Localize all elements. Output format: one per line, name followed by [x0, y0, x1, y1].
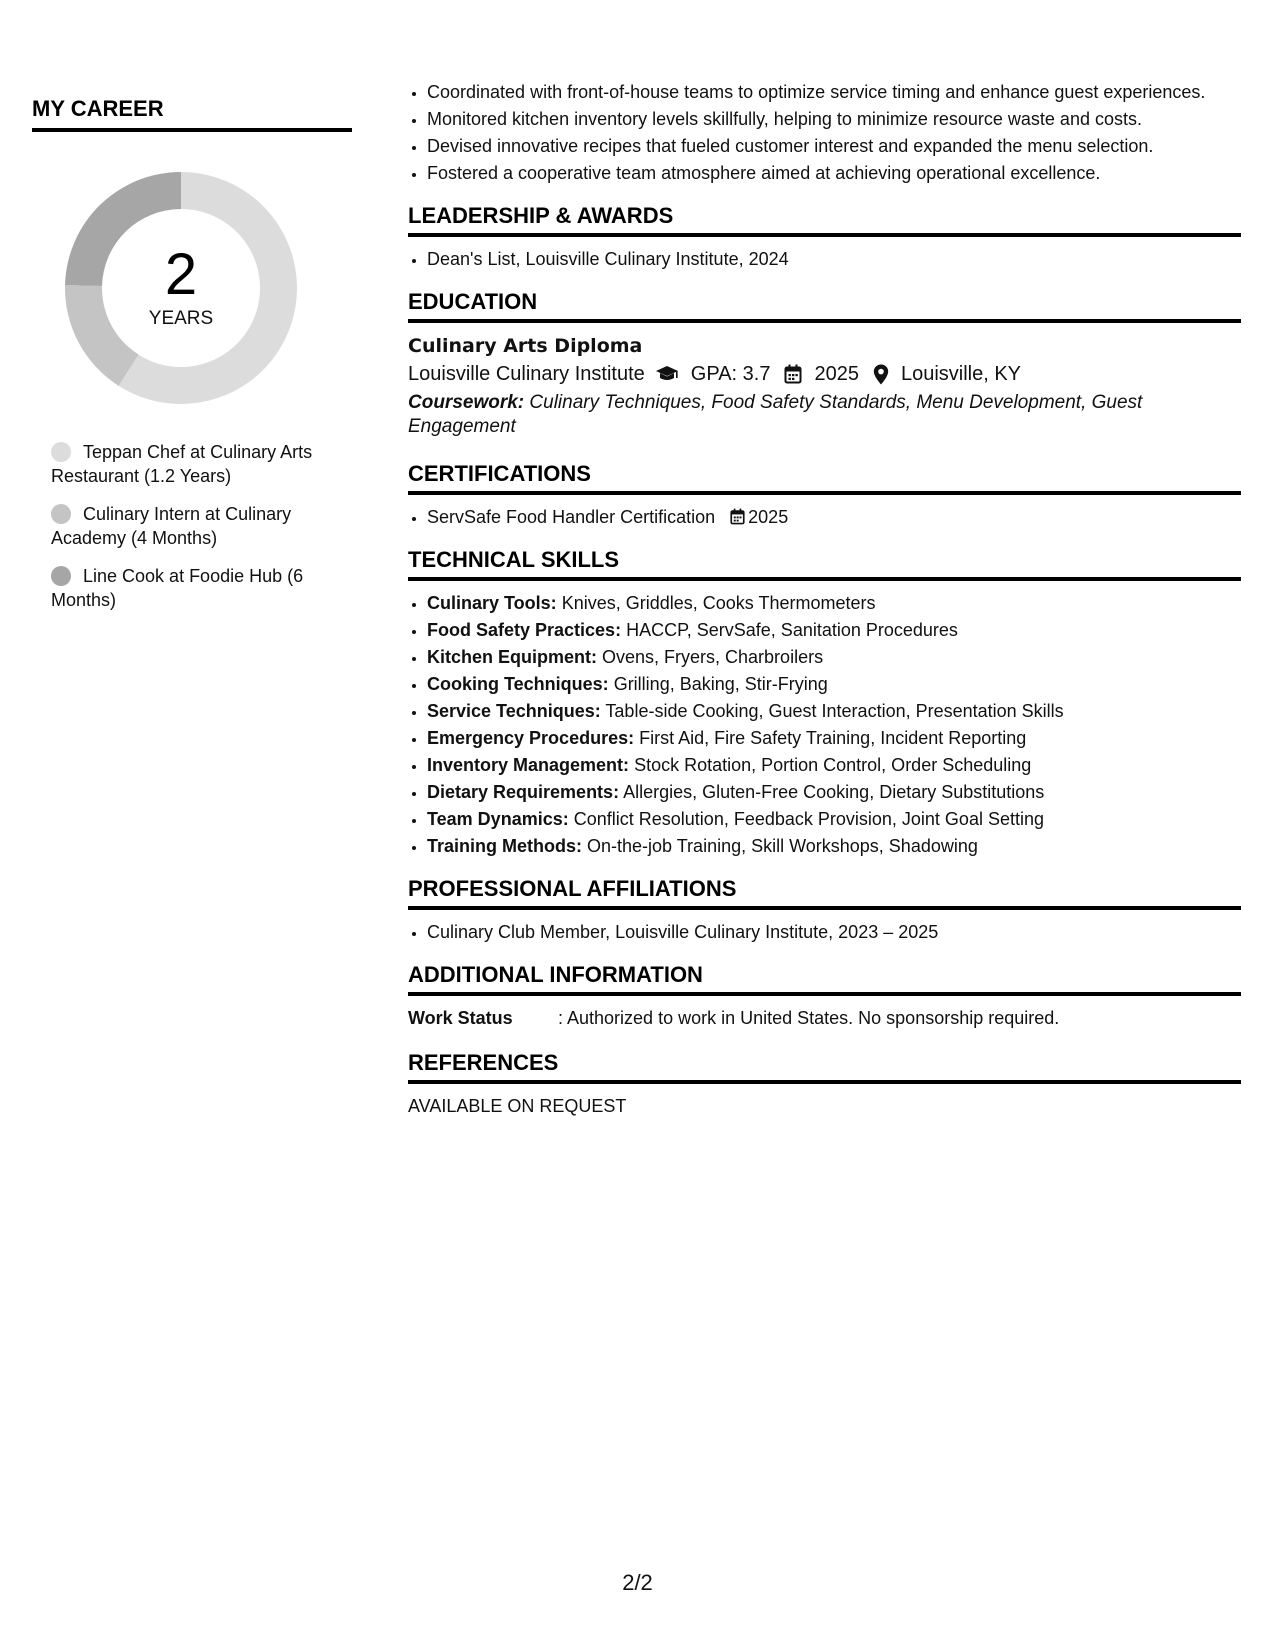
resume-main: [408, 80, 1241, 1118]
leadership-item: • Dean's List, Louisville Culinary Institute, 2024: [427, 247, 1241, 271]
graduation-cap-icon: [655, 365, 679, 383]
experience-bullets: [408, 80, 1241, 185]
education-gpa: GPA: 3.7: [690, 363, 771, 385]
certifications-heading: CERTIFICATIONS: [408, 461, 1241, 495]
certification-year: 2025: [748, 507, 789, 527]
education-coursework: [408, 391, 1241, 439]
certification-year-group: [720, 507, 788, 527]
leadership-heading: LEADERSHIP & AWARDS: [408, 203, 1241, 237]
career-legend: [51, 440, 341, 612]
work-status-value: : Authorized to work in United States. No sponsorship required.: [558, 1008, 1060, 1028]
legend-label: Teppan Chef at Culinary Arts Restaurant (1.2 Years): [51, 442, 313, 486]
skill-label: Team Dynamics:: [427, 809, 569, 829]
education-details: [408, 359, 1241, 389]
skill-label: Cooking Techniques:: [427, 674, 609, 694]
skill-value: Allergies, Gluten-Free Cooking, Dietary Substitutions: [623, 782, 1045, 802]
skill-value: On-the-job Training, Skill Workshops, Shadowing: [587, 836, 978, 856]
career-title: MY CAREER: [32, 96, 352, 132]
skill-label: Inventory Management:: [427, 755, 630, 775]
coursework-label: Coursework:: [408, 392, 525, 413]
skill-value: First Aid, Fire Safety Training, Incident Reporting: [639, 728, 1027, 748]
experience-bullet: • Fostered a cooperative team atmosphere aimed at achieving operational excellence.: [427, 161, 1241, 185]
calendar-icon: [730, 508, 745, 525]
skill-item: [427, 726, 1241, 750]
work-status-label: Work Status: [408, 1008, 513, 1028]
legend-item: [51, 564, 341, 612]
calendar-icon: [784, 364, 802, 384]
skill-value: HACCP, ServSafe, Sanitation Procedures: [626, 620, 958, 640]
skill-label: Food Safety Practices:: [427, 620, 622, 640]
legend-dot-icon: [51, 566, 71, 586]
certification-name: ServSafe Food Handler Certification: [427, 507, 716, 527]
skill-label: Training Methods:: [427, 836, 582, 856]
career-sidebar: [32, 96, 352, 626]
affiliation-item: • Culinary Club Member, Louisville Culinary Institute, 2023 – 2025: [427, 920, 1241, 944]
total-years-unit: YEARS: [148, 308, 214, 329]
coursework-value: Culinary Techniques, Food Safety Standards, Menu Development, Guest Engagement: [408, 392, 1143, 437]
leadership-list: [408, 247, 1241, 271]
experience-bullet: • Coordinated with front-of-house teams to optimize service timing and enhance guest experiences.: [427, 80, 1241, 104]
legend-dot-icon: [51, 504, 71, 524]
legend-dot-icon: [51, 442, 71, 462]
skill-label: Emergency Procedures:: [427, 728, 635, 748]
education-year: 2025: [814, 363, 859, 385]
education-degree: Culinary Arts Diploma: [408, 335, 643, 357]
legend-item: [51, 440, 341, 488]
donut-center: [65, 172, 297, 404]
work-status-row: [408, 1006, 1241, 1030]
total-years-number: 2: [164, 242, 198, 307]
skill-label: Service Techniques:: [427, 701, 601, 721]
affiliations-heading: PROFESSIONAL AFFILIATIONS: [408, 876, 1241, 910]
experience-bullet: • Devised innovative recipes that fueled customer interest and expanded the menu selection.: [427, 134, 1241, 158]
skill-label: Culinary Tools:: [427, 593, 557, 613]
skill-item: [427, 645, 1241, 669]
affiliations-list: [408, 920, 1241, 944]
skill-value: Conflict Resolution, Feedback Provision, Joint Goal Setting: [573, 809, 1044, 829]
certification-item: [427, 505, 1241, 529]
education-heading: EDUCATION: [408, 289, 1241, 323]
skill-item: [427, 753, 1241, 777]
skill-item: [427, 807, 1241, 831]
education-school: Louisville Culinary Institute: [408, 363, 645, 385]
skill-label: Dietary Requirements:: [427, 782, 620, 802]
skill-item: [427, 834, 1241, 858]
skill-label: Kitchen Equipment:: [427, 647, 597, 667]
legend-item: [51, 502, 341, 550]
skill-item: [427, 699, 1241, 723]
skill-item: [427, 672, 1241, 696]
references-heading: REFERENCES: [408, 1050, 1241, 1084]
skill-value: Grilling, Baking, Stir-Frying: [613, 674, 828, 694]
skill-value: Ovens, Fryers, Charbroilers: [602, 647, 824, 667]
skill-value: Knives, Griddles, Cooks Thermometers: [561, 593, 876, 613]
skill-value: Stock Rotation, Portion Control, Order Scheduling: [634, 755, 1032, 775]
education-location: Louisville, KY: [900, 363, 1022, 385]
career-donut-chart: [65, 172, 297, 404]
skill-value: Table-side Cooking, Guest Interaction, Presentation Skills: [605, 701, 1064, 721]
skills-heading: TECHNICAL SKILLS: [408, 547, 1241, 581]
references-text: AVAILABLE ON REQUEST: [408, 1096, 627, 1116]
skill-item: [427, 591, 1241, 615]
skills-list: [408, 591, 1241, 858]
page-number: 2/2: [622, 1570, 653, 1595]
legend-label: Culinary Intern at Culinary Academy (4 Months): [51, 504, 292, 548]
legend-label: Line Cook at Foodie Hub (6 Months): [51, 566, 304, 610]
map-pin-icon: [873, 364, 889, 385]
additional-heading: ADDITIONAL INFORMATION: [408, 962, 1241, 996]
skill-item: [427, 780, 1241, 804]
experience-bullet: • Monitored kitchen inventory levels skillfully, helping to minimize resource waste and costs.: [427, 107, 1241, 131]
certifications-list: [408, 505, 1241, 529]
skill-item: [427, 618, 1241, 642]
